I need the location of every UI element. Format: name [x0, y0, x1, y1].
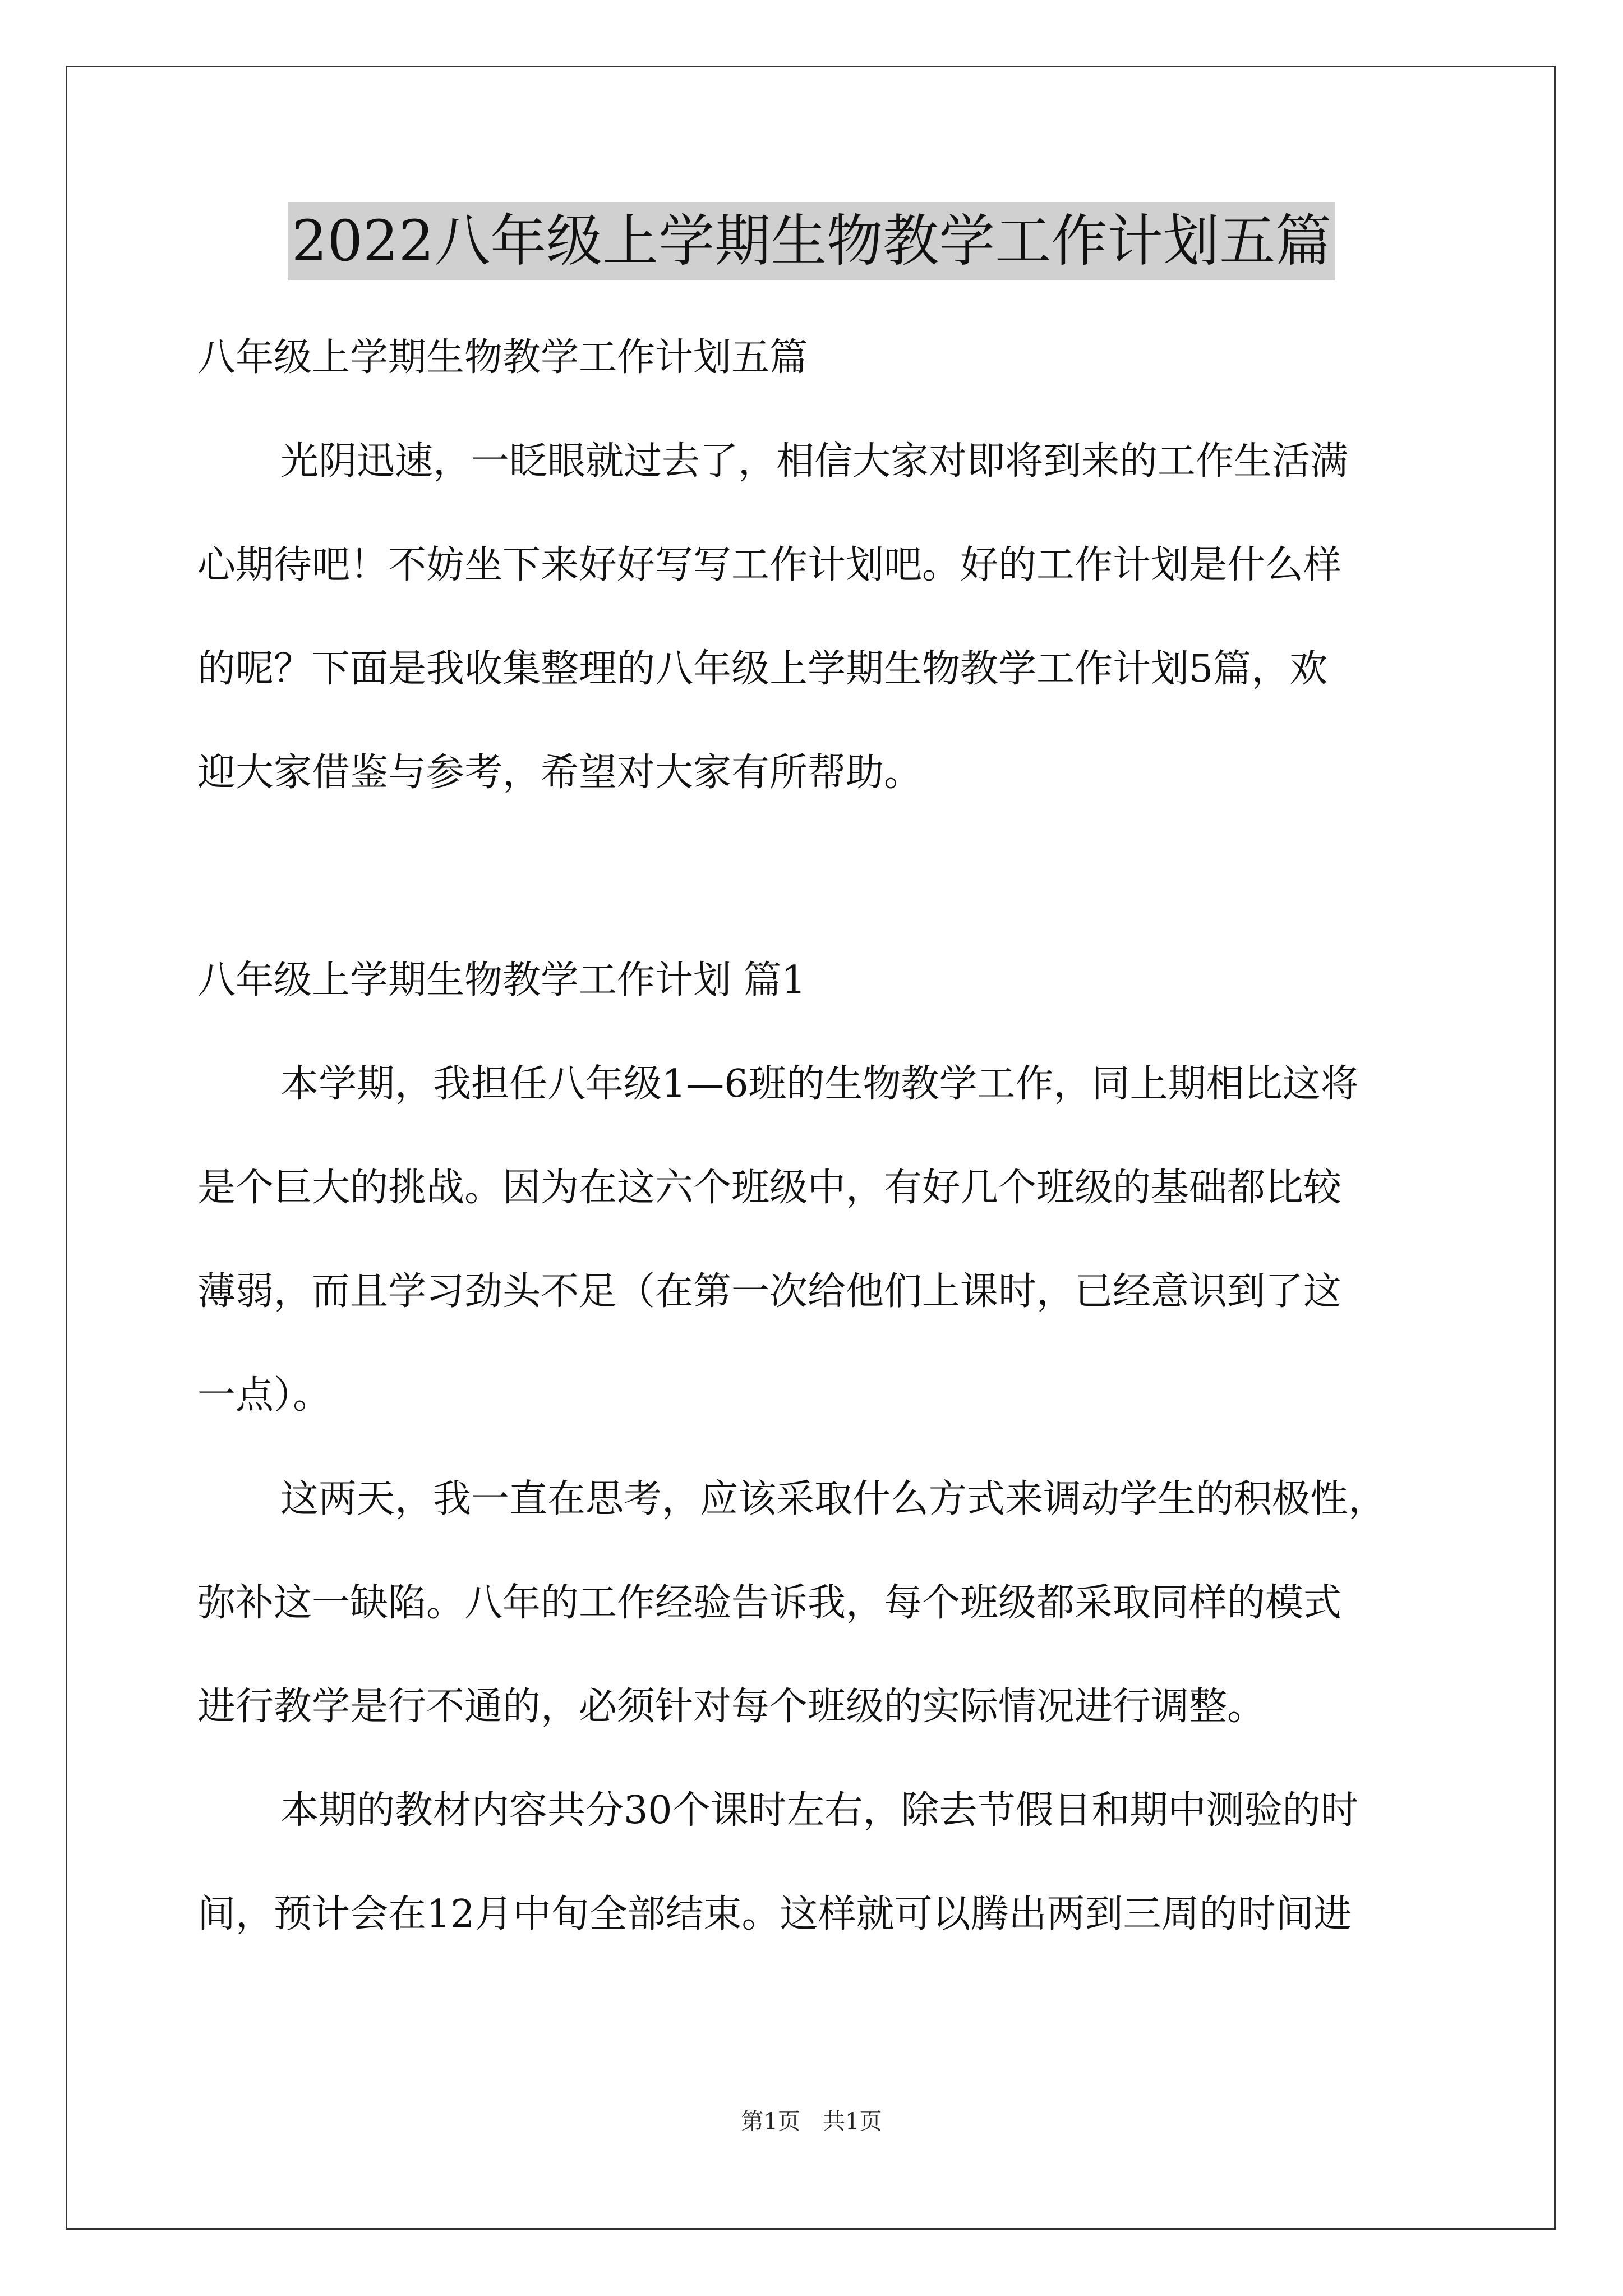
blank-line [197, 825, 1429, 928]
paragraph-line: 本期的教材内容共分30个课时左右，除去节假日和期中测验的时 [280, 1788, 1359, 1833]
intro-line: 的呢？下面是我收集整理的八年级上学期生物教学工作计划5篇，欢 [197, 647, 1328, 691]
intro-line: 光阴迅速，一眨眼就过去了，相信大家对即将到来的工作生活满 [280, 439, 1349, 484]
section-heading: 八年级上学期生物教学工作计划 篇1 [197, 958, 806, 1002]
document-body [197, 306, 1429, 1966]
paragraph-line: 本学期，我担任八年级1—6班的生物教学工作，同上期相比这将 [280, 1062, 1359, 1106]
paragraph-line: 是个巨大的挑战。因为在这六个班级中，有好几个班级的基础都比较 [197, 1166, 1342, 1210]
paragraph-line: 弥补这一缺陷。八年的工作经验告诉我，每个班级都采取同样的模式 [197, 1581, 1342, 1625]
paragraph-line: 这两天，我一直在思考，应该采取什么方式来调动学生的积极性， [280, 1477, 1387, 1521]
intro-line: 心期待吧！不妨坐下来好好写写工作计划吧。好的工作计划是什么样 [197, 543, 1342, 587]
document-subtitle: 八年级上学期生物教学工作计划五篇 [197, 335, 808, 380]
paragraph-line: 间，预计会在12月中旬全部结束。这样就可以腾出两到三周的时间进 [197, 1892, 1352, 1936]
paragraph-line: 薄弱，而且学习劲头不足（在第一次给他们上课时，已经意识到了这 [197, 1269, 1342, 1314]
paragraph-line: 一点）。 [197, 1373, 331, 1418]
paragraph-line: 进行教学是行不通的，必须针对每个班级的实际情况进行调整。 [197, 1685, 1266, 1729]
title-container [0, 202, 1623, 280]
page-footer: 第1页 共1页 [741, 2109, 882, 2134]
document-title: 2022八年级上学期生物教学工作计划五篇 [288, 202, 1335, 280]
intro-line: 迎大家借鉴与参考，希望对大家有所帮助。 [197, 751, 923, 795]
